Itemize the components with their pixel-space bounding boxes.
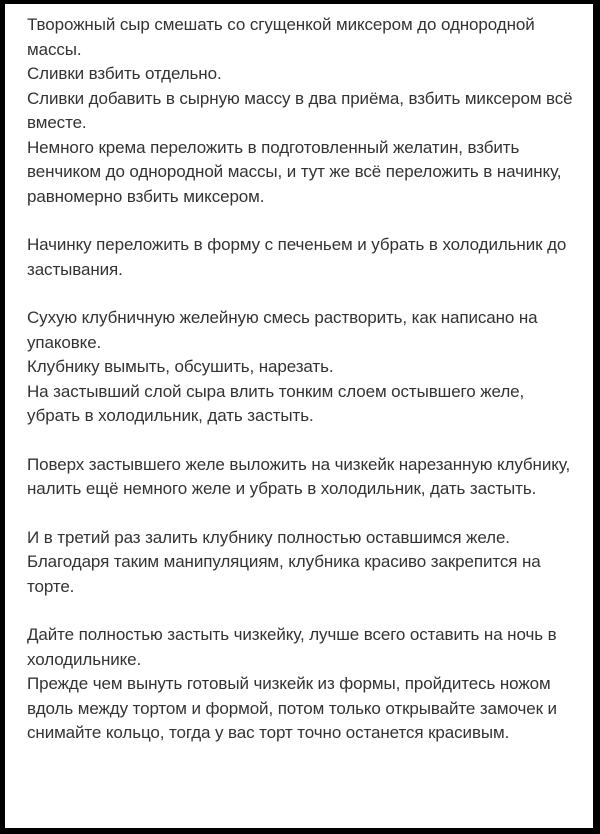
paragraph-remove-from-form: Прежде чем вынуть готовый чизкейк из формы, пройдитесь ножом вдоль между тортом и формой, потом только открывайте замочек и снимайте кольцо, тогда у вас торт точно останется красивым. [27,674,557,742]
step-block-filling [27,233,579,282]
paragraph-mix-cheese: Творожный сыр смешать со сгущенкой миксером до однородной массы. [27,15,535,59]
paragraph-let-set: Дайте полностью застыть чизкейку, лучше всего оставить на ночь в холодильнике. [27,625,557,669]
paragraph-whip-cream: Сливки взбить отдельно. [27,64,222,83]
step-block-topping [27,453,579,502]
recipe-page [5,4,593,828]
paragraph-pour-jelly: На застывший слой сыра влить тонким слоем остывшего желе, убрать в холодильник, дать застыть. [27,381,525,425]
paragraph-third-pour: И в третий раз залить клубнику полностью оставшимся желе. [27,527,510,547]
paragraph-filling-to-form: Начинку переложить в форму с печеньем и убрать в холодильник до застывания. [27,235,567,279]
paragraph-manipulations: Благодаря таким манипуляциям, клубника красиво закрепится на торте. [27,552,541,596]
step-block-mixing [27,13,579,209]
step-block-third-layer [27,526,579,600]
paragraph-strawberries: Клубнику вымыть, обсушить, нарезать. [27,357,334,376]
paragraph-lay-strawberries: Поверх застывшего желе выложить на чизкейк нарезанную клубнику, налить ещё немного желе и убрать в холодильник, дать застыть. [27,454,571,498]
step-block-finishing [27,623,579,746]
step-block-jelly [27,306,579,429]
paragraph-add-cream: Сливки добавить в сырную массу в два приёма, взбить миксером всё вместе. [27,88,573,132]
paragraph-dissolve-jelly: Сухую клубничную желейную смесь растворить, как написано на упаковке. [27,308,538,352]
paragraph-gelatin: Немного крема переложить в подготовленный желатин, взбить венчиком до однородной массы, и тут же всё переложить в начинку, равномерно взбить миксером. [27,137,562,206]
